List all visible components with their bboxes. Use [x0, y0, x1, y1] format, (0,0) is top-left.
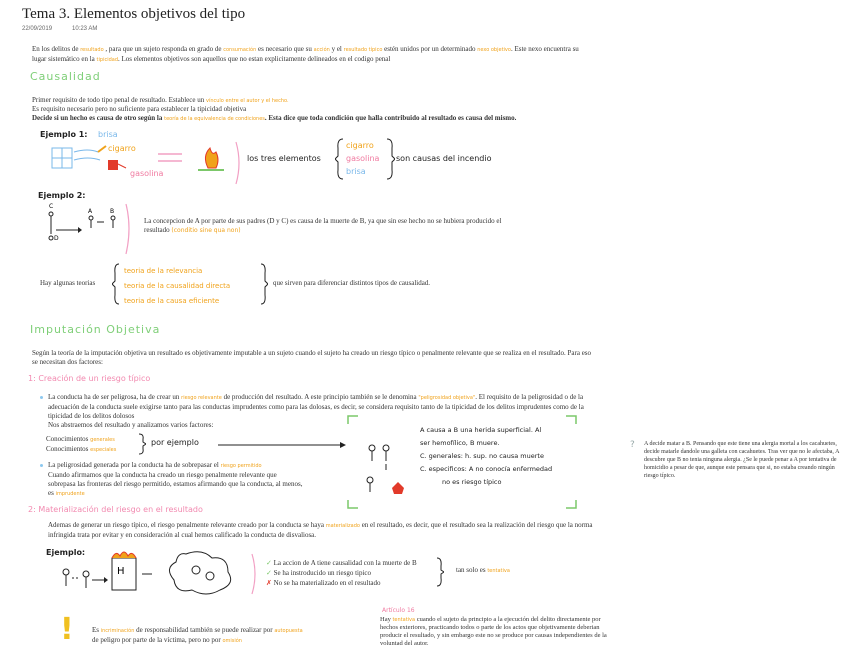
ex1-list-item: cigarro — [346, 141, 374, 150]
teorias-brace-left — [112, 263, 120, 305]
equals-icon — [158, 154, 182, 161]
cross-icon: ✗ — [266, 579, 272, 587]
ex1-brisa-label: brisa — [98, 130, 118, 139]
ex1-brace-right — [385, 138, 395, 180]
teoria-item: teoria de la causa eficiente — [124, 297, 220, 305]
cigarette-icon — [98, 146, 106, 152]
fire-cloud-icon — [169, 552, 230, 594]
bullet-icon — [40, 464, 43, 467]
hospital-icon — [112, 552, 136, 590]
causalidad-line-1: Primer requisito de todo tipo penal de resultado. Establece un vínculo entre el autor y el hecho. — [32, 96, 289, 104]
example-3-label: Ejemplo: — [46, 548, 86, 557]
conocimientos-brace — [138, 433, 146, 455]
example-1-label: Ejemplo 1: — [40, 130, 88, 139]
box-line: A causa a B una herida superficial. Al — [420, 426, 542, 434]
ex1-conclusion: son causas del incendio — [396, 154, 492, 163]
section-heading-causalidad: Causalidad — [30, 70, 101, 83]
check-item: ✗ No se ha materializado en el resultado — [266, 579, 381, 587]
factor-1-abstract: Nos abstraemos del resultado y analizamos varios factores: — [48, 421, 214, 429]
ex2-letter-b: B — [110, 208, 115, 215]
articulo-text: Hay tentativa cuando el sujeto da principio a la ejecución del delito directamente por hechos exteriores, practicando todos o parte de los actos que objetivamente deberian producir el resultado, y sin embargo este no se produce por causas independientes de la voluntad del autor. — [380, 616, 607, 647]
conocimientos-list — [46, 435, 116, 455]
gas-can-icon — [108, 160, 126, 170]
conocimientos-especiales: Conocimientos especiales — [46, 445, 117, 453]
ex2-letter-c: C — [49, 203, 54, 210]
person-icon — [63, 569, 108, 588]
por-ejemplo-arrow — [218, 440, 348, 450]
teoria-item: teoria de la relevancia — [124, 267, 203, 275]
teoria-item: teoria de la causalidad directa — [124, 282, 231, 290]
teorias-list — [124, 264, 230, 309]
ex1-list-item: gasolina — [346, 154, 380, 163]
causalidad-line-3: Decide si un hecho es causa de otro según la teoría de la equivalencia de condiciones. Esta dice que toda condición que halla contribuido al resultado es causa del mismo. — [32, 114, 517, 122]
causalidad-line-2: Es requisito necesario pero no suficiente para establecer la tipicidad objetiva — [32, 105, 247, 113]
wind-icon — [52, 148, 100, 168]
factor-1-heading: 1: Creación de un riesgo típico — [28, 374, 151, 383]
example-2-label: Ejemplo 2: — [38, 191, 86, 200]
articulo-label: Artículo 16 — [382, 607, 415, 614]
ex2-diagram — [44, 200, 134, 258]
materializacion-checklist — [266, 558, 417, 588]
svg-text:H: H — [117, 566, 125, 577]
ex1-gasolina-label: gasolina — [130, 169, 164, 178]
exclamation-icon: ! — [60, 612, 74, 647]
check-icon: ✓ — [266, 559, 272, 567]
ex1-list — [346, 139, 379, 178]
check-item: ✓ La accion de A tiene causalidad con la muerte de B — [266, 559, 417, 567]
factor-1-text: La conducta ha de ser peligrosa, ha de crear un riesgo relevante de producción del resultado. A este principio también se le denomina "peligrosidad objetiva". El requisito de la peligrosidad o de la adecuación de la conducta suele exigirse tanto para las conductas imprudentes como para las dolosas, es decir, se considera requisito tanto de la tipicidad de los delitos imprudentes como de la tipicidad de los delitos dolosos Nos abstraemos del resultado y analizamos varios factores: — [48, 393, 610, 430]
ex1-tres-elementos: los tres elementos — [247, 154, 321, 163]
checklist-brace — [436, 557, 444, 587]
ex1-drawing — [48, 138, 248, 188]
factor-2-text: Ademas de generar un riesgo típico, el riesgo penalmente relevante creado por la conducta se haya materializado en el resultado, es decir, que el resultado sea la realización del riesgo que la norma infringida trata por evitar y en consideración al cual hemos calificado la conducta de disvaliosa. — [48, 521, 593, 539]
ex2-letter-a: A — [88, 208, 93, 215]
box-line: no es riesgo típico — [442, 478, 502, 486]
section-heading-imputacion: Imputación Objetiva — [30, 323, 161, 336]
question-icon: ? — [630, 440, 635, 450]
teorias-intro: Hay algunas teorias — [40, 279, 96, 287]
teorias-outro: que sirven para diferenciar distintos tipos de causalidad. — [273, 279, 431, 287]
teorias-brace-right — [260, 263, 268, 305]
box-line: ser hemofílico, B muere. — [420, 439, 500, 447]
bottom-note: Es incriminación de responsabilidad también se puede realizar por autopuesta de peligro por parte de la víctima, pero no por omisión — [92, 626, 303, 644]
ex1-list-item: brisa — [346, 167, 366, 176]
factor-2-heading: 2: Materialización del riesgo en el resultado — [28, 505, 203, 514]
tentativa-result: tan solo es tentativa — [456, 566, 510, 574]
ex1-cigarro-label: cigarro — [108, 144, 136, 153]
ex1-brace — [335, 138, 345, 180]
ex2-letter-d: D — [54, 235, 59, 242]
box-line: C. generales: h. sup. no causa muerte — [420, 452, 544, 460]
page-title: Tema 3. Elementos objetivos del tipo — [22, 6, 246, 22]
ex2-explanation: La concepcion de A por parte de sus padres (D y C) es causa de la muerte de B, ya que sin ese hecho no se hubiera producido el resultado (conditio sine qua non) — [144, 217, 502, 234]
time-stamp: 10:23 AM — [72, 26, 98, 32]
imputacion-intro: Según la teoría de la imputación objetiva un resultado es objetivamente imputable a un sujeto cuando el sujeto ha creado un riesgo típico o penalmente relevante que se realiza en el resultado. Para eso se necesitan dos factores: — [32, 349, 592, 366]
example-box-text — [420, 424, 552, 489]
check-icon: ✓ — [266, 569, 272, 577]
side-note: A decide matar a B. Pensando que este tiene una alergia mortal a los cacahuetes, decide matarle dandole una galleta con cacahuetes. Tras ver que no le afectaba, A descubre que B no tenia ninguna alergia. ¿Se le puede penar a A por tentativa de homicidio a pesar de que, aunque este pensara que si, no estaba creando ningún riesgo típico. — [644, 441, 840, 479]
fire-icon — [198, 148, 224, 170]
factor-1-riesgo-permitido: La peligrosidad generada por la conducta ha de sobrepasar el riesgo permitido Cuando afirmamos que la conducta ha creado un riesgo penalmente relevante que sobrepasa las fronteras del riesgo permitido, estamos afirmando que la conducta, al menos, es imprudente — [48, 461, 303, 497]
conocimientos-generales: Conocimientos generales — [46, 435, 115, 443]
hospital-drawing — [46, 548, 276, 598]
stick-figure-icon — [367, 445, 404, 494]
check-item: ✓ Se ha instroducido un riesgo tipico — [266, 569, 372, 577]
intro-paragraph: En los delitos de resultado , para que un sujeto responda en grado de consumación es necesario que su acción y el resultado típico estén unidos por un determinado nexo objetivo. Este nexo encuentra su lugar sistemático en la tipicidad. Los elementos objetivos son aquellos que no estan explicitamente delineados en el codigo penal — [32, 45, 579, 63]
bullet-icon — [40, 396, 43, 399]
por-ejemplo-label: por ejemplo — [151, 438, 199, 447]
date-stamp: 22/09/2019 — [22, 26, 53, 32]
box-line: C. especificos: A no conocía enfermedad — [420, 465, 553, 473]
